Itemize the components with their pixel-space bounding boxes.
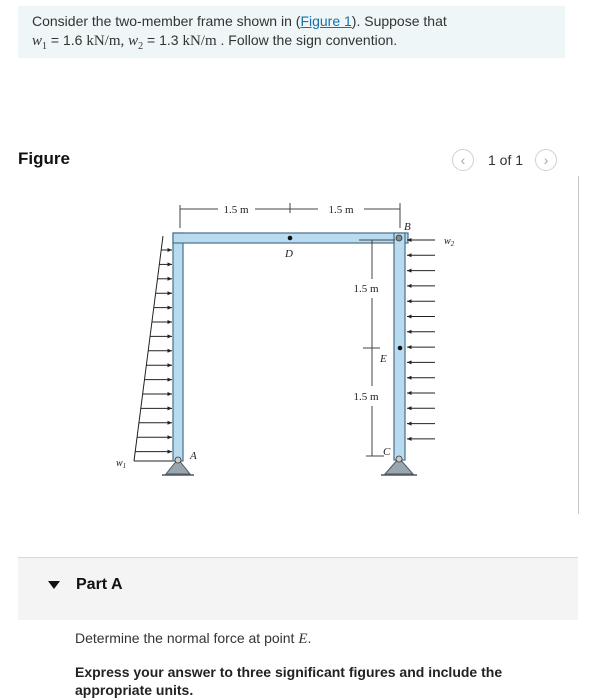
part-a-label: Part A bbox=[76, 576, 123, 593]
w1-unit: kN/m, bbox=[86, 33, 125, 49]
member-left-column bbox=[173, 233, 183, 461]
figure-link[interactable]: Figure 1 bbox=[300, 13, 352, 29]
w2-value: = 1.3 bbox=[143, 32, 183, 48]
w2-variable: w bbox=[128, 33, 139, 49]
problem-line-2 bbox=[32, 31, 551, 56]
problem-statement bbox=[18, 6, 565, 58]
problem-text: . Follow the sign convention. bbox=[216, 32, 398, 48]
dimension-right bbox=[359, 240, 395, 456]
pin-b bbox=[396, 235, 402, 241]
chevron-left-icon: ‹ bbox=[460, 152, 466, 168]
figure-pager bbox=[452, 149, 557, 171]
next-figure-button[interactable] bbox=[535, 149, 557, 171]
point-label-c: C bbox=[383, 446, 391, 458]
point-label-e: E bbox=[380, 353, 387, 365]
w1-subscript: 1 bbox=[42, 40, 48, 52]
dim-label-right-lower: 1.5 m bbox=[353, 391, 379, 403]
part-a-header[interactable] bbox=[18, 558, 578, 620]
support-a bbox=[162, 457, 194, 475]
point-label-b: B bbox=[404, 221, 411, 233]
w2-unit: kN/m bbox=[182, 33, 217, 49]
prev-figure-button[interactable] bbox=[452, 149, 474, 171]
figure-counter: 1 of 1 bbox=[488, 152, 524, 168]
problem-line-1 bbox=[32, 12, 551, 31]
question-variable: E bbox=[298, 631, 308, 647]
part-a-instruction: Express your answer to three significant figures and include the appropriate units. bbox=[75, 664, 503, 698]
w2-load-label: $w_2$ bbox=[444, 236, 455, 248]
w1-load-triangle bbox=[134, 236, 175, 461]
w1-value: = 1.6 bbox=[47, 32, 87, 48]
point-d-marker bbox=[288, 236, 293, 241]
figure-title: Figure bbox=[18, 149, 70, 168]
member-right-column bbox=[394, 233, 405, 460]
support-c bbox=[381, 456, 417, 475]
question-end: . bbox=[307, 630, 312, 646]
w2-subscript: 2 bbox=[138, 40, 144, 52]
dimension-top bbox=[180, 203, 400, 228]
problem-text: ). Suppose that bbox=[351, 13, 447, 29]
dim-label-right-upper: 1.5 m bbox=[353, 283, 379, 295]
point-label-d: D bbox=[285, 248, 293, 260]
problem-text: Consider the two-member frame shown in ( bbox=[32, 13, 301, 29]
member-top-beam bbox=[173, 233, 408, 243]
figure-panel-border bbox=[578, 176, 579, 514]
w1-load-label: $w_1$ bbox=[116, 458, 127, 470]
dim-label-top-right: 1.5 m bbox=[328, 204, 354, 216]
frame-members bbox=[173, 233, 408, 461]
caret-down-icon bbox=[48, 581, 60, 589]
dim-label-top-left: 1.5 m bbox=[223, 204, 249, 216]
part-a-question bbox=[75, 630, 311, 648]
question-text: Determine the normal force at point bbox=[75, 630, 299, 646]
point-e-marker bbox=[398, 346, 403, 351]
w2-load-arrows bbox=[407, 240, 435, 439]
chevron-right-icon: › bbox=[543, 152, 549, 168]
w1-variable: w bbox=[32, 33, 43, 49]
point-label-a: A bbox=[190, 450, 197, 462]
